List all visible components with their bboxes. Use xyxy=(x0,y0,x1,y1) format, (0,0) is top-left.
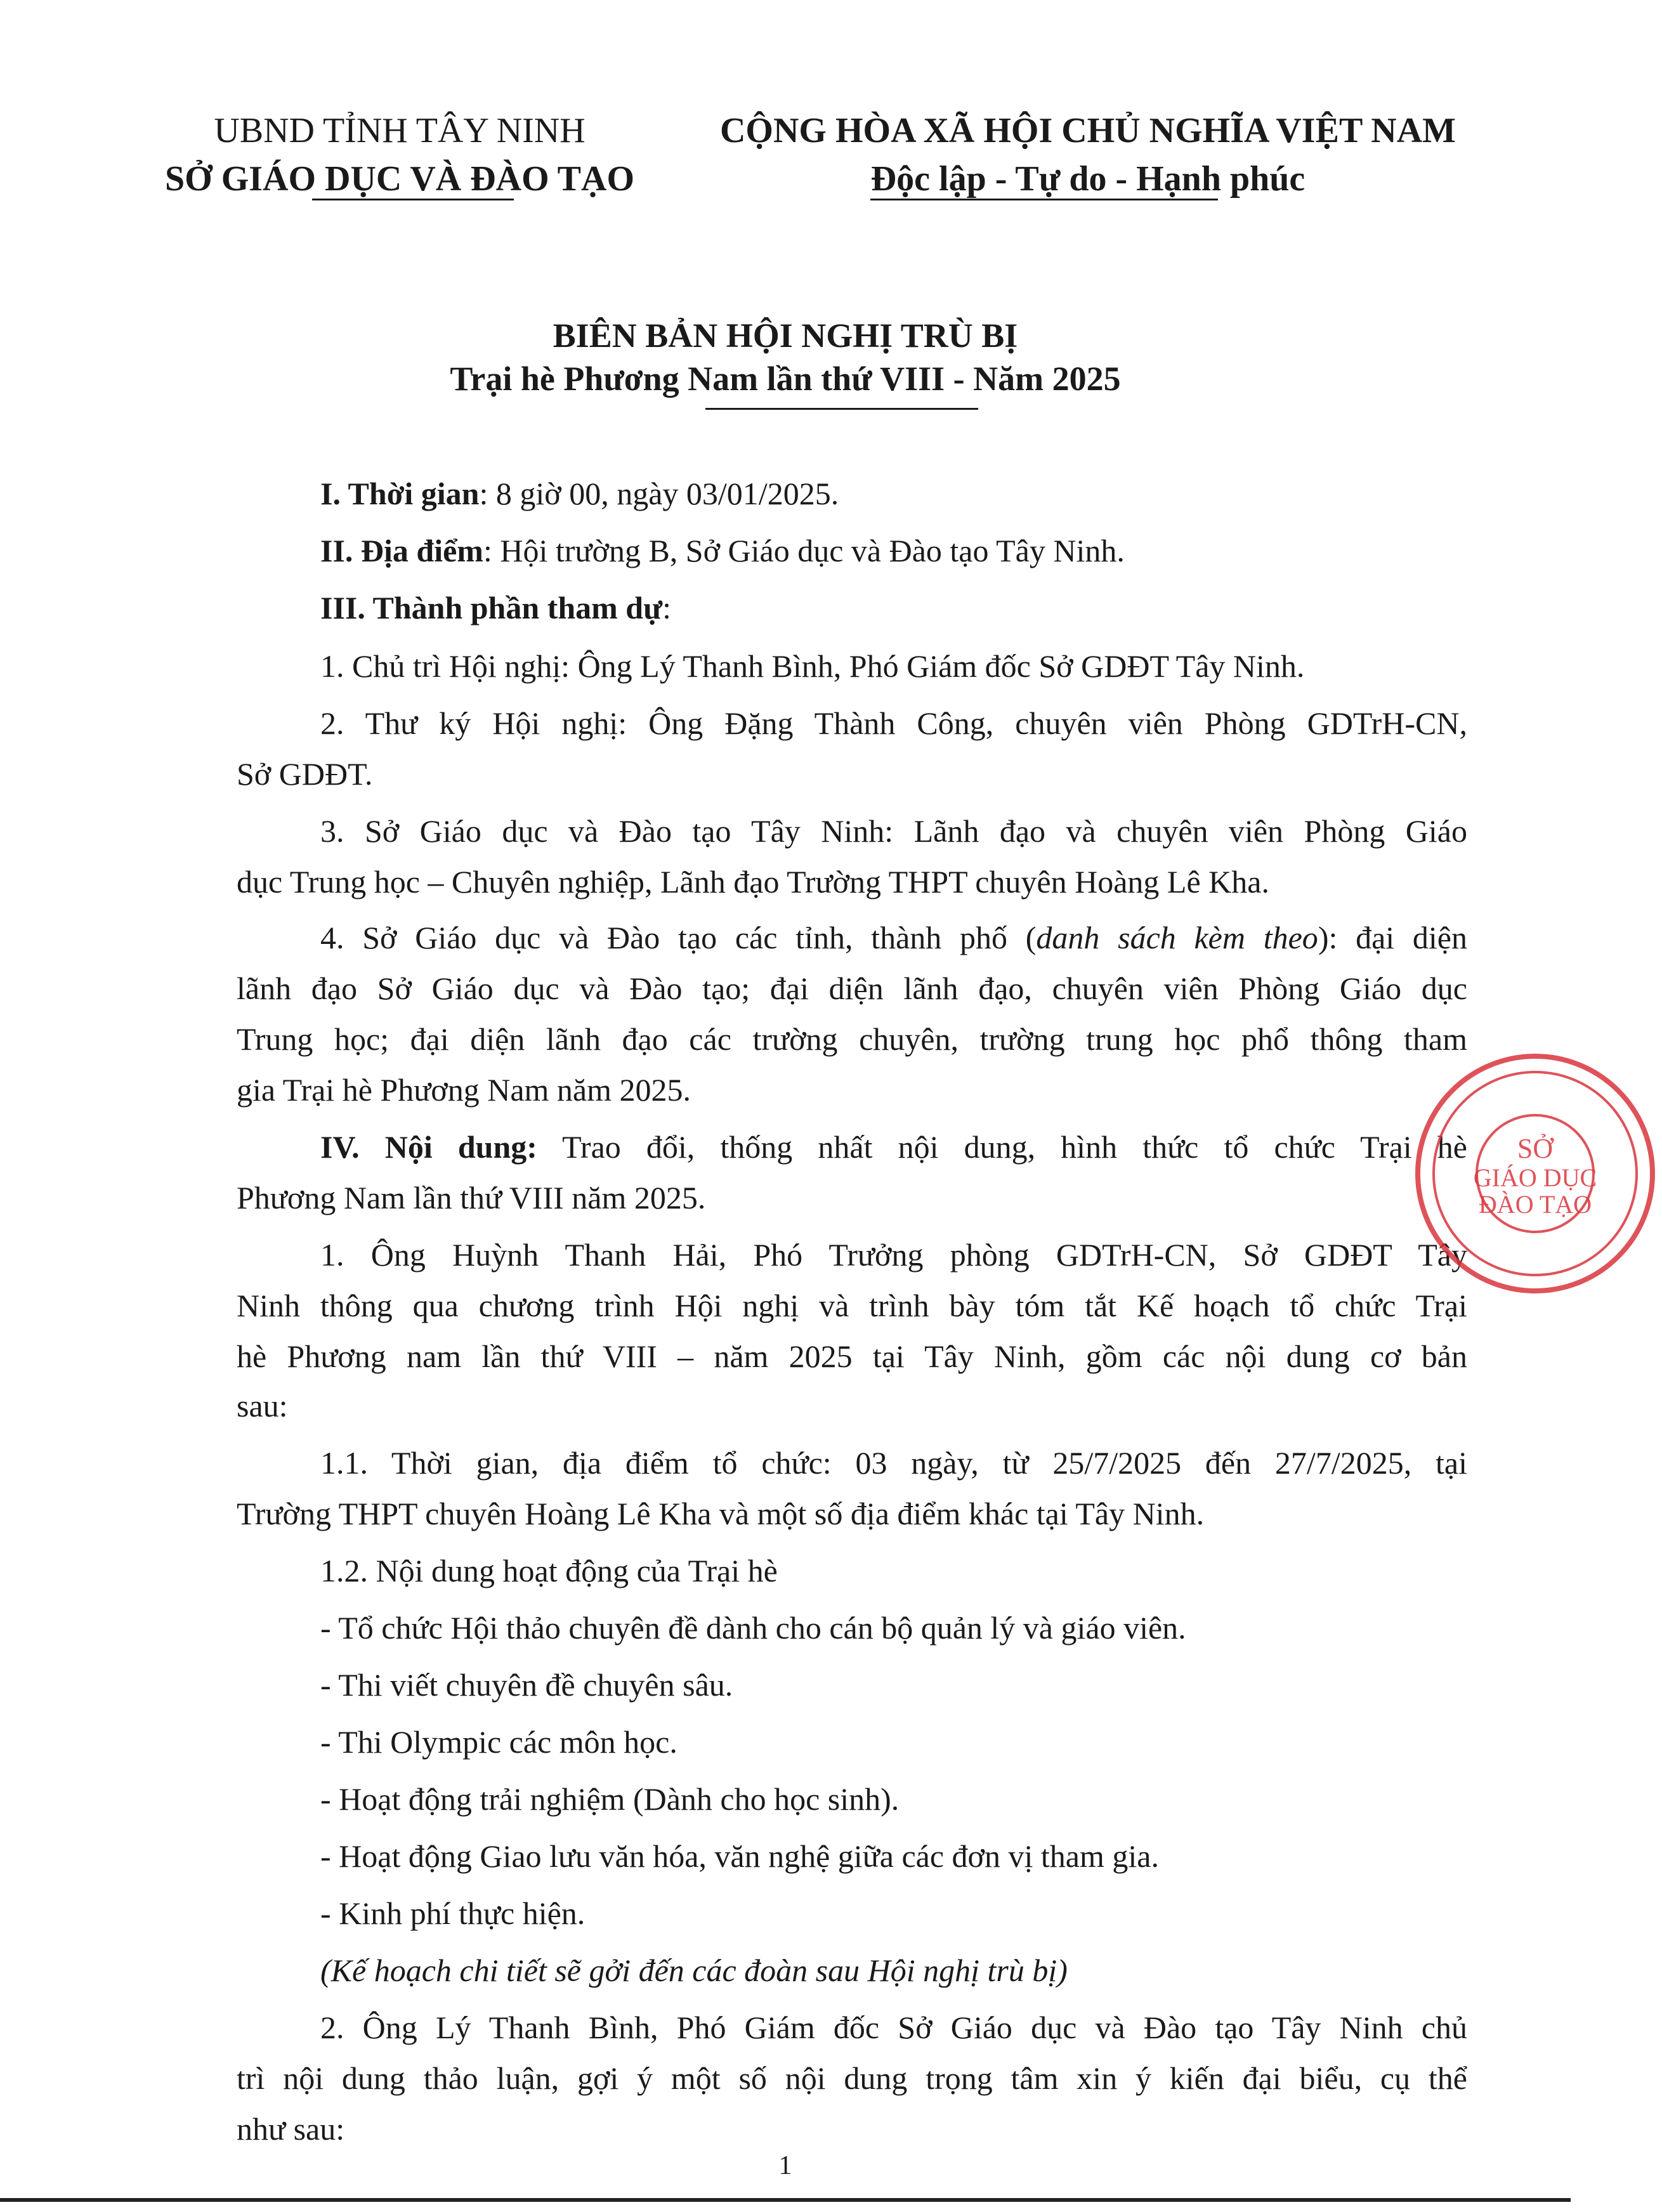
section-content-line1: IV. Nội dung: Trao đổi, thống nhất nội dung, hình thức tổ chức Trại hè xyxy=(320,1129,1467,1165)
participant-4-line1: 4. Sở Giáo dục và Đào tạo các tỉnh, thành phố (danh sách kèm theo): đại diện xyxy=(320,920,1467,955)
participant-4-line3: Trung học; đại diện lãnh đạo các trường chuyên, trường trung học phổ thông tham xyxy=(237,1021,1467,1057)
content-1-line2: Ninh thông qua chương trình Hội nghị và trình bày tóm tắt Kế hoạch tổ chức Trại xyxy=(237,1288,1467,1323)
participant-2-line2: Sở GDĐT. xyxy=(237,756,373,792)
participant-4-line4: gia Trại hè Phương Nam năm 2025. xyxy=(237,1072,691,1108)
svg-text:ĐÀO TẠO: ĐÀO TẠO xyxy=(1478,1190,1592,1219)
participant-2-line1: 2. Thư ký Hội nghị: Ông Đặng Thành Công, chuyên viên Phòng GDTrH-CN, xyxy=(320,705,1467,741)
national-motto-block xyxy=(682,107,1494,203)
activity-6: - Kinh phí thực hiện. xyxy=(320,1895,586,1931)
content-1-2: 1.2. Nội dung hoạt động của Trại hè xyxy=(320,1553,778,1588)
content-2-line3: như sau: xyxy=(237,2111,345,2147)
section-content-line2: Phương Nam lần thứ VIII năm 2025. xyxy=(237,1180,706,1215)
national-motto: Độc lập - Tự do - Hạnh phúc xyxy=(870,159,1305,199)
issuer-department: SỞ GIÁO DỤC VÀ ĐÀO TẠO xyxy=(164,159,635,199)
plan-note: (Kế hoạch chi tiết sẽ gởi đến các đoàn sau Hội nghị trù bị) xyxy=(320,1953,1068,1988)
content-1-line3: hè Phương nam lần thứ VIII – năm 2025 tại Tây Ninh, gồm các nội dung cơ bản xyxy=(237,1338,1467,1374)
participant-3-line1: 3. Sở Giáo dục và Đào tạo Tây Ninh: Lãnh đạo và chuyên viên Phòng Giáo xyxy=(320,813,1467,849)
activity-3: - Thi Olympic các môn học. xyxy=(320,1724,677,1760)
participant-4-line2: lãnh đạo Sở Giáo dục và Đào tạo; đại diện lãnh đạo, chuyên viên Phòng Giáo dục xyxy=(237,971,1467,1006)
issuer-block xyxy=(149,107,650,203)
activity-1: - Tổ chức Hội thảo chuyên đề dành cho cán bộ quản lý và giáo viên. xyxy=(320,1610,1186,1646)
content-1-line1: 1. Ông Huỳnh Thanh Hải, Phó Trưởng phòng GDTrH-CN, Sở GDĐT Tây xyxy=(320,1237,1467,1273)
svg-text:GIÁO DỤC: GIÁO DỤC xyxy=(1473,1163,1597,1192)
content-1-line4: sau: xyxy=(237,1388,288,1423)
issuer-underline xyxy=(312,199,514,200)
activity-4: - Hoạt động trải nghiệm (Dành cho học sinh). xyxy=(320,1781,900,1817)
participant-1: 1. Chủ trì Hội nghị: Ông Lý Thanh Bình, Phó Giám đốc Sở GDĐT Tây Ninh. xyxy=(320,648,1305,684)
title-underline xyxy=(705,408,978,410)
section-participants: III. Thành phần tham dự: xyxy=(320,590,671,625)
official-stamp-icon xyxy=(1408,1047,1662,1300)
content-2-line1: 2. Ông Lý Thanh Bình, Phó Giám đốc Sở Giáo dục và Đào tạo Tây Ninh chủ xyxy=(320,2010,1467,2045)
issuer-authority: UBND TỈNH TÂY NINH xyxy=(214,111,586,150)
page-number: 1 xyxy=(778,2151,792,2180)
activity-5: - Hoạt động Giao lưu văn hóa, văn nghệ giữa các đơn vị tham gia. xyxy=(320,1838,1159,1874)
document-subtitle: Trại hè Phương Nam lần thứ VIII - Năm 2025 xyxy=(450,360,1121,398)
section-place: II. Địa điểm: Hội trường B, Sở Giáo dục và Đào tạo Tây Ninh. xyxy=(320,533,1125,568)
section-time: I. Thời gian: 8 giờ 00, ngày 03/01/2025. xyxy=(320,476,839,511)
document-title: BIÊN BẢN HỘI NGHỊ TRÙ BỊ xyxy=(553,317,1018,355)
content-1-1-line1: 1.1. Thời gian, địa điểm tổ chức: 03 ngày, từ 25/7/2025 đến 27/7/2025, tại xyxy=(320,1445,1467,1481)
bottom-edge-line xyxy=(0,2198,1571,2202)
content-1-1-line2: Trường THPT chuyên Hoàng Lê Kha và một số địa điểm khác tại Tây Ninh. xyxy=(237,1496,1205,1531)
participant-3-line2: dục Trung học – Chuyên nghiệp, Lãnh đạo Trường THPT chuyên Hoàng Lê Kha. xyxy=(237,864,1269,900)
content-2-line2: trì nội dung thảo luận, gợi ý một số nội dung trọng tâm xin ý kiến đại biểu, cụ thể xyxy=(237,2060,1467,2096)
national-name: CỘNG HÒA XÃ HỘI CHỦ NGHĨA VIỆT NAM xyxy=(719,111,1456,150)
svg-text:SỞ: SỞ xyxy=(1517,1133,1554,1164)
activity-2: - Thi viết chuyên đề chuyên sâu. xyxy=(320,1667,733,1703)
motto-underline xyxy=(870,199,1218,200)
